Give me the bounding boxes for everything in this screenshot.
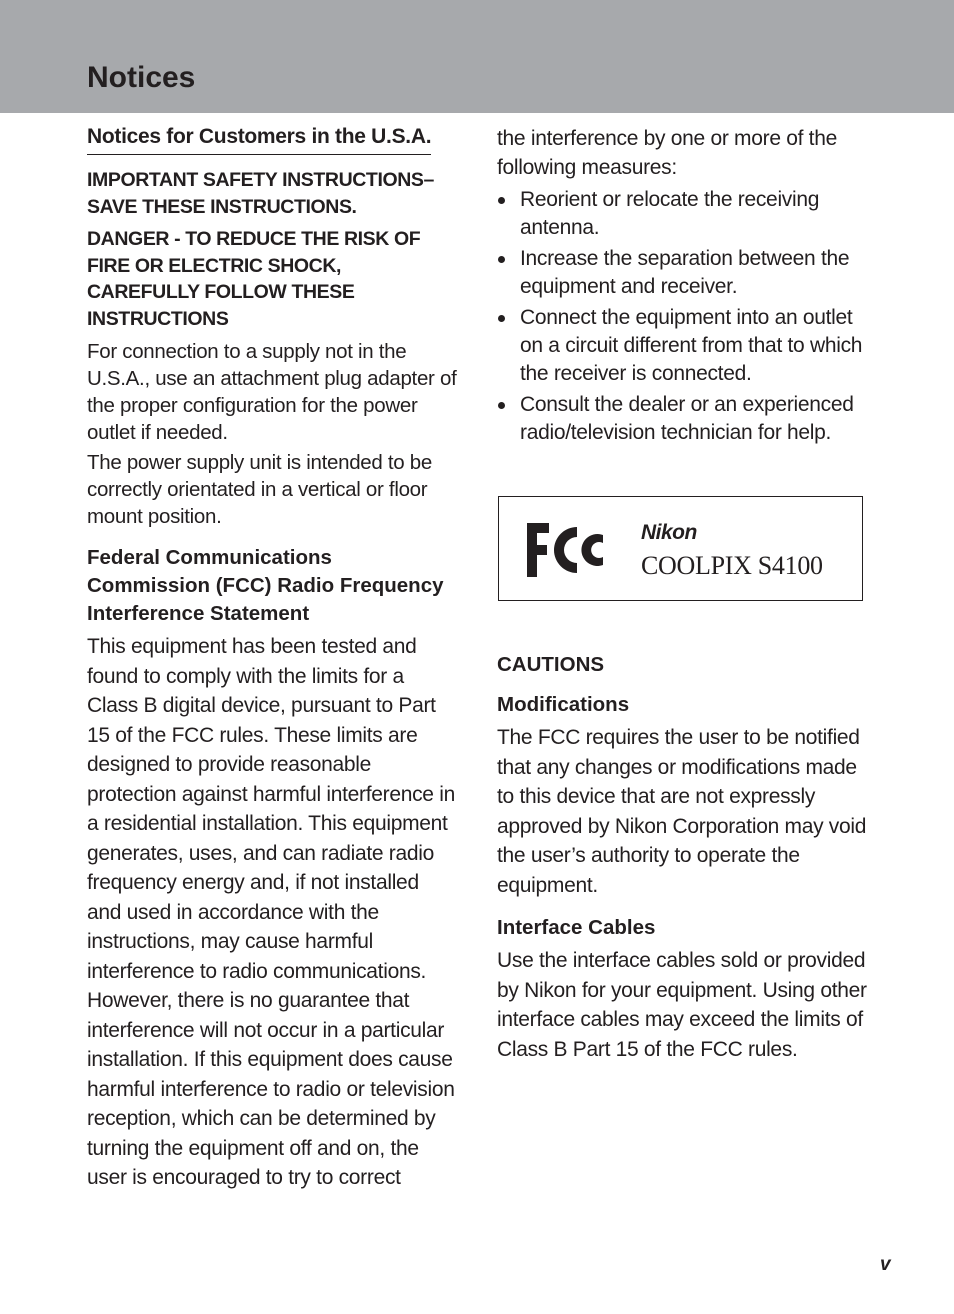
cautions-section	[497, 651, 867, 1064]
continuation-paragraph: the interference by one or more of the following measures:	[497, 127, 837, 179]
list-item: Increase the separation between the equipment and receiver.	[497, 245, 867, 301]
section-title: Notices for Customers in the U.S.A.	[87, 124, 431, 155]
measures-list	[497, 186, 867, 447]
modifications-heading: Modifications	[497, 693, 630, 716]
safety-heading: IMPORTANT SAFETY INSTRUCTIONS– SAVE THESE INSTRUCTIONS.	[87, 169, 434, 218]
page-title: Notices	[87, 61, 196, 94]
modifications-paragraph: The FCC requires the user to be notified that any changes or modifications made to this device that are not expressly approved by Nikon Corporation may void the user’s authority to operate the equipment.	[497, 726, 867, 897]
list-item: Connect the equipment into an outlet on a circuit different from that to which the receiver is connected.	[497, 304, 867, 388]
cautions-heading: CAUTIONS	[497, 653, 605, 676]
left-column	[87, 124, 457, 1193]
power-supply-paragraph: The power supply unit is intended to be correctly orientated in a vertical or floor mount position.	[87, 451, 432, 528]
bullet-icon	[498, 315, 505, 322]
fcc-heading: Federal Communications Commission (FCC) Radio Frequency Interference Statement	[87, 546, 444, 625]
danger-heading: DANGER - TO REDUCE THE RISK OF FIRE OR ELECTRIC SHOCK, CAREFULLY FOLLOW THESE INSTRUCTIONS	[87, 228, 421, 330]
bullet-icon	[498, 197, 505, 204]
page-number: v	[880, 1254, 891, 1275]
fcc-logo-icon	[525, 521, 605, 579]
connection-paragraph: For connection to a supply not in the U.S.A., use an attachment plug adapter of the proper configuration for the power outlet if needed.	[87, 340, 457, 444]
cables-heading: Interface Cables	[497, 916, 656, 939]
cables-paragraph: Use the interface cables sold or provided by Nikon for your equipment. Using other interface cables may exceed the limits of Class B Part 15 of the FCC rules.	[497, 949, 867, 1061]
brand-logo: Nikon	[641, 521, 697, 544]
fcc-paragraph: This equipment has been tested and found to comply with the limits for a Class B digital device, pursuant to Part 15 of the FCC rules. These limits are designed to provide reasonable protection against harmful interference in a residential installation. This equipment generates, uses, and can radiate radio frequency energy and, if not installed and used in accordance with the instructions, may cause harmful interference to radio communications. However, there is no guarantee that interference will not occur in a particular installation. If this equipment does cause harmful interference to radio or television reception, which can be determined by turning the equipment off and on, the user is encouraged to try to correct	[87, 635, 455, 1189]
bullet-icon	[498, 256, 505, 263]
list-item: Consult the dealer or an experienced radio/television technician for help.	[497, 391, 867, 447]
fcc-compliance-box	[498, 496, 863, 601]
bullet-icon	[498, 402, 505, 409]
list-item: Reorient or relocate the receiving antenna.	[497, 186, 867, 242]
header-band	[0, 0, 954, 113]
model-name: COOLPIX S4100	[641, 551, 823, 580]
right-column	[497, 124, 867, 450]
